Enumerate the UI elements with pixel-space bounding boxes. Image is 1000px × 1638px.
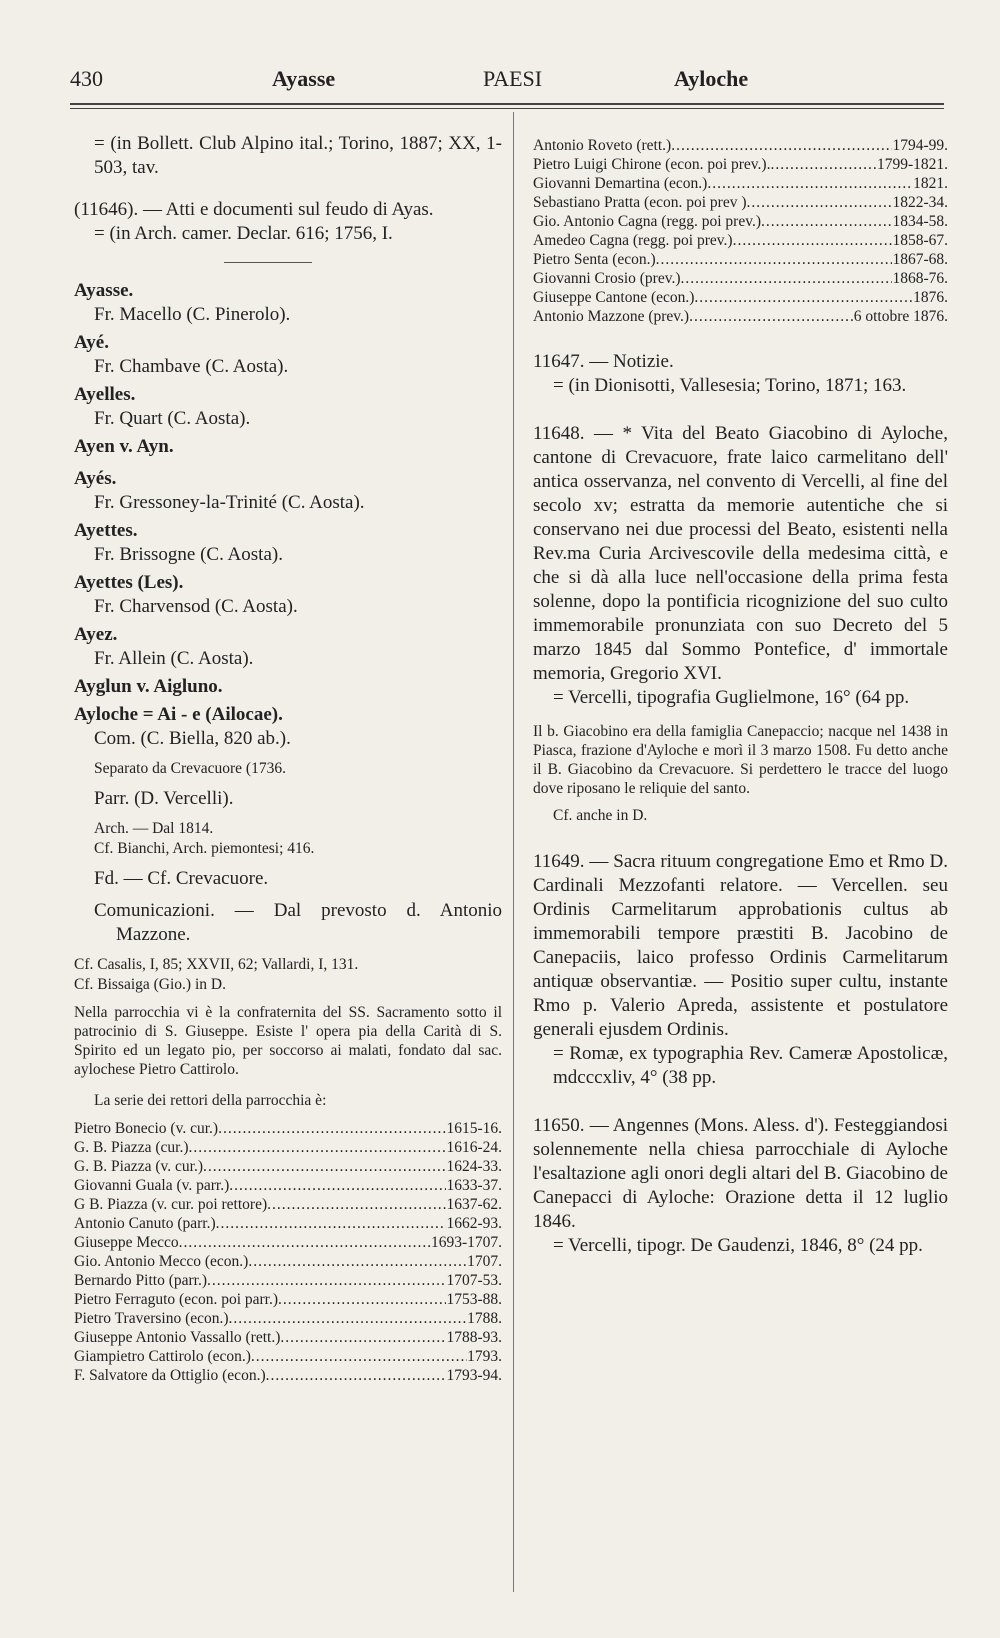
right-column: [533, 136, 948, 1258]
list-item: Pietro Bonecio (v. cur.) ..... 1615-16.: [74, 1119, 502, 1138]
fd-reference: Fd. — Cf. Crevacuore.: [94, 868, 269, 889]
place-fraction: Fr. Chambave (C. Aosta).: [94, 356, 289, 377]
entry-11649-title: 11649. — Sacra rituum congregatione Emo et Rmo D. Cardinali Mezzofanti relatore. — Vercellen. seu Ordinis Carmelitarum approbationis cultus ab immemorabili tempore præstiti B. Jacobino de Canepaciis, laico professo Ordinis Carmelitarum antiquæ observantiæ. — Positio super cultu, instante Rmo p. Valerio Apreda, assistente et postulatore generali ejusdem Ordinis.: [533, 851, 948, 1040]
commune-info: Com. (C. Biella, 820 ab.).: [94, 728, 291, 749]
place-heading: Ayettes (Les).: [74, 572, 184, 593]
place-heading: Ayen v. Ayn.: [74, 436, 174, 457]
entry-11650-title: 11650. — Angennes (Mons. Aless. d'). Festeggiandosi solennemente nella chiesa parrocchiale di Ayloche l'esaltazione agli onori degli altari del B. Giacobino de Canepacci di Ayloche: Orazione detta il 12 luglio 1846.: [533, 1115, 948, 1232]
rectors-list-left: [74, 1119, 502, 1385]
reference-casalis: Cf. Casalis, I, 85; XXVII, 62; Vallardi, I, 131.: [74, 956, 359, 973]
list-item: Pietro Luigi Chirone (econ. poi prev.). ..... 1799-1821.: [533, 155, 948, 174]
place-fraction: Fr. Allein (C. Aosta).: [94, 648, 254, 669]
column-divider: [513, 112, 514, 1592]
list-item: Antonio Canuto (parr.) ..... 1662-93.: [74, 1214, 502, 1233]
list-item: Sebastiano Pratta (econ. poi prev ) ..... 1822-34.: [533, 193, 948, 212]
list-item: Bernardo Pitto (parr.) ..... 1707-53.: [74, 1271, 502, 1290]
page-header: [70, 60, 944, 100]
list-item: Giovanni Demartina (econ.) ..... 1821.: [533, 174, 948, 193]
entry-11648-cf: Cf. anche in D.: [553, 807, 648, 824]
place-fraction: Fr. Gressoney-la-Trinité (C. Aosta).: [94, 492, 365, 513]
place-heading: Ayé.: [74, 332, 109, 353]
header-rule-thin: [70, 108, 944, 109]
left-column: [74, 132, 502, 1385]
place-fraction: Fr. Quart (C. Aosta).: [94, 408, 251, 429]
list-item: Pietro Senta (econ.) ..... 1867-68.: [533, 250, 948, 269]
reference-bissaiga: Cf. Bissaiga (Gio.) in D.: [74, 976, 226, 993]
list-item: Gio. Antonio Mecco (econ.) ..... 1707.: [74, 1252, 502, 1271]
entry-11647-title: 11647. — Notizie.: [533, 351, 674, 372]
place-heading: Ayettes.: [74, 520, 138, 541]
list-item: Amedeo Cagna (regg. poi prev.) ..... 1858-67.: [533, 231, 948, 250]
entry-11648-source: = Vercelli, tipografia Guglielmone, 16° (64 pp.: [553, 687, 910, 708]
list-item: Pietro Ferraguto (econ. poi parr.) ..... 1753-88.: [74, 1290, 502, 1309]
archive-info: Arch. — Dal 1814.: [94, 820, 214, 837]
reference-bianchi: Cf. Bianchi, Arch. piemontesi; 416.: [94, 840, 315, 857]
page-number: 430: [70, 66, 103, 91]
entry-11650-source: = Vercelli, tipogr. De Gaudenzi, 1846, 8° (24 pp.: [553, 1235, 923, 1256]
list-item: G. B. Piazza (v. cur.) ..... 1624-33.: [74, 1157, 502, 1176]
list-item: Antonio Roveto (rett.) ..... 1794-99.: [533, 136, 948, 155]
rectors-intro: La serie dei rettori della parrocchia è:: [94, 1092, 327, 1109]
list-item: Giuseppe Cantone (econ.) ..... 1876.: [533, 288, 948, 307]
entry-11647-source: = (in Dionisotti, Vallesesia; Torino, 1871; 163.: [553, 375, 907, 396]
entry-11646-source: = (in Arch. camer. Declar. 616; 1756, I.: [94, 223, 393, 244]
place-heading: Ayglun v. Aigluno.: [74, 676, 223, 697]
list-item: Giampietro Cattirolo (econ.) ..... 1793.: [74, 1347, 502, 1366]
entry-11646-title: (11646). — Atti e documenti sul feudo di Ayas.: [74, 199, 434, 220]
left-running-title: Ayasse: [272, 66, 336, 91]
entry-11649-source: = Romæ, ex typographia Rev. Cameræ Apostolicæ, mdcccxliv, 4° (38 pp.: [553, 1043, 948, 1088]
list-item: G B. Piazza (v. cur. poi rettore) ..... 1637-62.: [74, 1195, 502, 1214]
place-fraction: Fr. Charvensod (C. Aosta).: [94, 596, 298, 617]
place-heading: Ayés.: [74, 468, 117, 489]
place-heading-ayloche: Ayloche = Ai - e (Ailocae).: [74, 704, 283, 725]
separato-note: Separato da Crevacuore (1736.: [94, 760, 286, 777]
place-fraction: Fr. Macello (C. Pinerolo).: [94, 304, 291, 325]
parish-info: Parr. (D. Vercelli).: [94, 788, 234, 809]
list-item: Giuseppe Antonio Vassallo (rett.) ..... 1788-93.: [74, 1328, 502, 1347]
list-item: G. B. Piazza (cur.) ..... 1616-24.: [74, 1138, 502, 1157]
list-item: Giovanni Guala (v. parr.) ..... 1633-37.: [74, 1176, 502, 1195]
right-running-title: Ayloche: [674, 66, 749, 91]
comunicazioni: Comunicazioni. — Dal prevosto d. Antonio Mazzone.: [94, 900, 502, 945]
list-item: Giuseppe Mecco ..... 1693-1707.: [74, 1233, 502, 1252]
header-rule-thick: [70, 103, 944, 105]
entry-11648-title: 11648. — * Vita del Beato Giacobino di Ayloche, cantone di Crevacuore, frate laico carmelitano dell' antica osservanza, nel convento di Vercelli, al fine del secolo xv; estratta da memorie autentiche che si conservano nei due processi del Beato, esistenti nella Rev.ma Curia Arcivescovile della medesima città, e che si dà alla luce nell'occasione della prima festa solenne, dopo la pontificia ricognizione del suo culto immemorabile pronunziata con suo Decreto del 5 marzo 1845 dal Sommo Pontefice, d' immortale memoria, Gregorio XVI.: [533, 423, 948, 684]
place-heading: Ayasse.: [74, 280, 134, 301]
list-item: Pietro Traversino (econ.) ..... 1788.: [74, 1309, 502, 1328]
place-heading: Ayelles.: [74, 384, 136, 405]
list-item: F. Salvatore da Ottiglio (econ.) ..... 1793-94.: [74, 1366, 502, 1385]
place-heading: Ayez.: [74, 624, 118, 645]
separator-line: [224, 262, 312, 263]
list-item: Giovanni Crosio (prev.) ..... 1868-76.: [533, 269, 948, 288]
entry-11648-note: Il b. Giacobino era della famiglia Canepaccio; nacque nel 1438 in Piasca, frazione d'Ayloche e morì il 3 marzo 1508. Fu detto anche il B. Giacobino da Crevacuore. Si perdettero le tracce del luogo dove riposano le reliquie del santo.: [533, 723, 948, 797]
list-item: Gio. Antonio Cagna (regg. poi prev.) ..... 1834-58.: [533, 212, 948, 231]
entry-text: = (in Bollett. Club Alpino ital.; Torino, 1887; XX, 1-503, tav.: [94, 133, 502, 178]
parish-note: Nella parrocchia vi è la confraternita del SS. Sacramento sotto il patrocinio di S. Giuseppe. Esiste l' opera pia della Carità di S. Spirito ed un legato pio, per soccorso ai malati, fondato dal sac. aylochese Pietro Cattirolo.: [74, 1004, 502, 1078]
rectors-list-right: [533, 136, 948, 326]
list-item: Antonio Mazzone (prev.) ..... 6 ottobre 1876.: [533, 307, 948, 326]
place-fraction: Fr. Brissogne (C. Aosta).: [94, 544, 283, 565]
center-running-title: PAESI: [483, 66, 543, 91]
